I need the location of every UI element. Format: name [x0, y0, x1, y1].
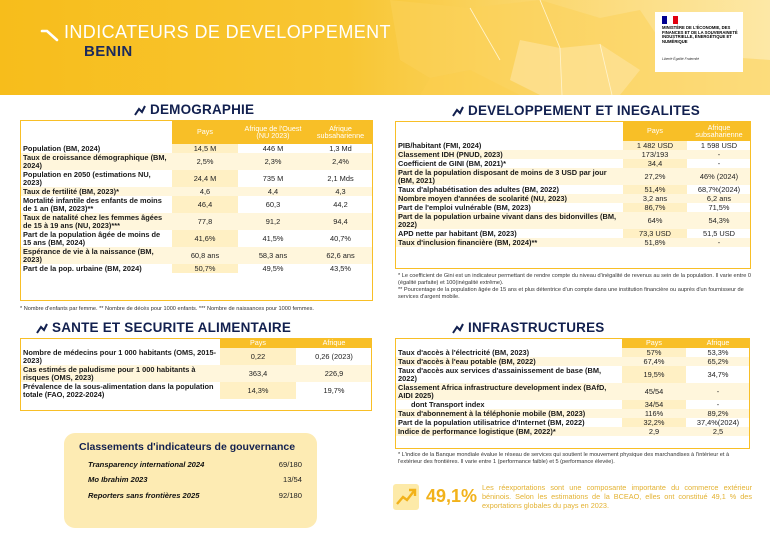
- column-header: Afrique subsaharienne: [308, 120, 373, 144]
- table-row: [395, 418, 750, 427]
- cell-value: 116%: [622, 409, 686, 418]
- cell-value: 19,7%: [323, 385, 345, 395]
- row-label: Taux d'abonnement à la téléphonie mobile (BM, 2023): [395, 409, 622, 418]
- cell-value: 43,5%: [330, 263, 351, 273]
- cell-value: 1 598 USD: [700, 140, 738, 150]
- gouvernance-label: Mo Ibrahim 2023: [88, 475, 148, 484]
- row-label: Taux d'accès à l'électricité (BM, 2023): [398, 347, 530, 357]
- row-label: Indice de performance logistique (BM, 2022)*: [395, 427, 622, 436]
- row-label: Taux d'inclusion financière (BM, 2024)**: [395, 238, 623, 247]
- table-row: [395, 400, 750, 409]
- gouvernance-label: Reporters sans frontières 2025: [88, 491, 200, 500]
- section-title-sante: [36, 320, 291, 335]
- section-title-infrastructures: [452, 320, 605, 335]
- column-header: Afrique subsaharienne: [687, 121, 751, 141]
- cell-value: 34,7%: [707, 369, 729, 379]
- row-label: Part de la pop. urbaine (BM, 2024): [23, 263, 142, 273]
- cell-value: 24,4 M: [172, 170, 238, 187]
- demographie-note: * Nombre d'enfants par femme. ** Nombre de décès pour 1000 enfants. *** Nombre de naissances pour 1000 femmes.: [20, 306, 314, 312]
- cell-value: 60,8 ans: [172, 247, 238, 264]
- cell-value: 49,5%: [262, 263, 284, 273]
- cell-value: 14,3%: [220, 382, 296, 399]
- cell-value: 71,5%: [708, 202, 730, 212]
- table-row: [20, 382, 372, 399]
- gouvernance-row: [88, 460, 302, 471]
- cell-value: 91,2: [238, 213, 308, 230]
- cell-value: 44,2: [333, 199, 348, 209]
- cell-value: -: [716, 399, 720, 409]
- table-row: [20, 144, 373, 153]
- gouvernance-row: [88, 491, 302, 502]
- row-label: Population (BM, 2024): [23, 143, 101, 153]
- country-name: BENIN: [84, 43, 133, 60]
- infrastructures-note: * L'indice de la Banque mondiale évalue le réseau de services qui soutient le mouvement physique des marchandises à l'intérieur et à l'extérieur des frontières. Il varie entre 1 (performance faible) et 5 (performance élevée).: [398, 452, 730, 465]
- table-row: [395, 383, 750, 400]
- note-inclusion: ** Pourcentage de la population âgée de 15 ans et plus détentrice d'un compte dans une institution financière ou auprès d'un fournisseur de services d'argent mobile.: [398, 287, 744, 300]
- section-title-text: DEVELOPPEMENT ET INEGALITES: [468, 103, 700, 118]
- header-banner: [0, 0, 770, 95]
- cell-value: 62,6 ans: [308, 247, 373, 264]
- ministry-name: MINISTÈRE DE L'ÉCONOMIE, DES FINANCES ET DE LA SOUVERAINETÉ INDUSTRIELLE, ÉNERGÉTIQUE ET NUMÉRIQUE: [662, 25, 738, 44]
- table-row: [20, 153, 373, 170]
- export-text: Les réexportations sont une composante importante du commerce extérieur béninois. Selon les estimations de la BCEAO, elles ont constitué 49,1 % des exportations globales du pays en 2023.: [482, 483, 752, 510]
- table-row: [395, 427, 750, 436]
- table-row: [20, 187, 373, 196]
- cell-value: 46% (2024): [687, 168, 751, 185]
- table-row: [20, 348, 372, 365]
- export-share-value: 49,1%: [426, 486, 478, 506]
- cell-value: -: [686, 383, 750, 400]
- row-label: Cas estimés de paludisme pour 1 000 habitants à risques (OMS, 2023): [20, 365, 220, 382]
- cell-value: 2,5: [686, 427, 750, 436]
- section-title-developpement: [452, 103, 700, 118]
- cell-value: 2,9: [622, 427, 686, 436]
- row-label: Espérance de vie à la naissance (BM, 2023): [20, 247, 172, 264]
- row-label: APD nette par habitant (BM, 2023): [398, 228, 517, 238]
- cell-value: 6,2 ans: [687, 194, 751, 203]
- column-header: Pays: [622, 338, 686, 348]
- row-label: Population en 2050 (estimations NU, 2023): [23, 169, 151, 187]
- section-icon: [36, 322, 48, 334]
- row-label: Nombre moyen d'années de scolarité (NU, 2023): [395, 194, 623, 203]
- table-row: [395, 185, 751, 194]
- row-label: Taux de croissance démographique (BM, 2024): [20, 153, 172, 170]
- table-row: [395, 150, 751, 159]
- page-title: INDICATEURS DE DEVELOPPEMENT: [64, 22, 391, 42]
- demographie-table: [20, 120, 373, 273]
- marianne-icon: [662, 16, 678, 24]
- cell-value: 2,3%: [238, 153, 308, 170]
- table-row: [20, 170, 373, 187]
- row-label: Part de la population disposant de moins de 3 USD par jour (BM, 2021): [395, 168, 623, 185]
- section-title-text: INFRASTRUCTURES: [468, 320, 605, 335]
- gouvernance-box: [64, 433, 317, 528]
- sante-table: [20, 338, 372, 399]
- cell-value: 54,3%: [687, 212, 751, 229]
- republic-motto: Liberté Égalité Fraternité: [662, 57, 700, 61]
- table-row: [395, 159, 751, 168]
- gouvernance-label: Transparency international 2024: [88, 460, 205, 469]
- column-header: Afrique: [296, 338, 372, 348]
- row-label: Part de la population âgée de moins de 15 ans (BM, 2024): [23, 229, 161, 247]
- cell-value: 34,4: [623, 159, 687, 168]
- cell-value: 73,3 USD: [623, 229, 687, 238]
- cell-value: 0,22: [220, 348, 296, 365]
- row-label: Coefficient de GINI (BM, 2021)*: [398, 158, 507, 168]
- gouvernance-value: 13/54: [282, 475, 302, 484]
- table-row: [395, 357, 750, 366]
- table-row: [395, 238, 751, 247]
- section-icon: [452, 322, 464, 334]
- cell-value: 65,2%: [686, 357, 750, 366]
- table-row: [20, 247, 373, 264]
- arrow-icon: [40, 28, 60, 42]
- table-row: [395, 212, 751, 229]
- table-row: [395, 366, 750, 383]
- cell-value: 94,4: [308, 213, 373, 230]
- cell-value: 1,3 Md: [329, 143, 352, 153]
- cell-value: 51,5 USD: [702, 228, 736, 238]
- column-header: Pays: [172, 120, 238, 144]
- gouvernance-value: 69/180: [278, 460, 302, 469]
- table-row: [20, 365, 372, 382]
- cell-value: 51,4%: [623, 185, 687, 194]
- cell-value: 14,5 M: [172, 144, 238, 153]
- row-label: Part de la population urbaine vivant dans des bidonvilles (BM, 2022): [395, 212, 623, 229]
- row-label: Taux d'alphabétisation des adultes (BM, 2022): [398, 184, 559, 194]
- cell-value: 34/54: [622, 400, 686, 409]
- cell-value: 735 M: [262, 173, 284, 183]
- row-label: Taux de natalité chez les femmes âgées de 15 à 19 ans (NU, 2023)***: [20, 213, 172, 230]
- cell-value: 0,26 (2023): [315, 351, 353, 361]
- table-row: [395, 229, 751, 238]
- section-title-text: DEMOGRAPHIE: [150, 102, 255, 117]
- table-row: [395, 141, 751, 150]
- section-icon: [134, 104, 146, 116]
- cell-value: -: [687, 150, 751, 159]
- column-header: Afrique de l'Ouest (NU 2023): [238, 120, 308, 144]
- row-label: Part de l'emploi vulnérable (BM, 2023): [398, 202, 531, 212]
- cell-value: 4,6: [172, 187, 238, 196]
- row-label: Mortalité infantile des enfants de moins de 1 an (BM, 2023)**: [23, 195, 162, 213]
- cell-value: 2,5%: [172, 153, 238, 170]
- cell-value: 58,3 ans: [238, 247, 308, 264]
- cell-value: 32,2%: [622, 418, 686, 427]
- column-header: Pays: [623, 121, 687, 141]
- cell-value: 41,5%: [262, 233, 284, 243]
- section-title-demographie: [134, 102, 254, 117]
- cell-value: 4,4: [238, 187, 308, 196]
- developpement-notes: [398, 273, 753, 301]
- table-row: [395, 203, 751, 212]
- row-label: Prévalence de la sous-alimentation dans la population totale (FAO, 2022-2024): [23, 381, 214, 399]
- developpement-table: [395, 121, 751, 247]
- cell-value: 64%: [623, 212, 687, 229]
- cell-value: 67,4%: [622, 357, 686, 366]
- cell-value: 3,2 ans: [623, 194, 687, 203]
- table-row: [395, 168, 751, 185]
- trend-up-icon: [393, 484, 419, 510]
- cell-value: 50,7%: [172, 264, 238, 273]
- table-row: [395, 348, 750, 357]
- cell-value: 226,9: [296, 365, 372, 382]
- table-row: [395, 194, 751, 203]
- row-label: Part de la population utilisatrice d'Internet (BM, 2022): [398, 417, 585, 427]
- table-row: [395, 409, 750, 418]
- cell-value: 86,7%: [623, 203, 687, 212]
- cell-value: 60,3: [265, 199, 281, 209]
- cell-value: 46,4: [172, 196, 238, 213]
- table-row: [20, 213, 373, 230]
- row-label: Classement Africa infrastructure development index (BAfD, AIDI 2025): [395, 383, 622, 400]
- table-row: [20, 230, 373, 247]
- table-row: [20, 196, 373, 213]
- cell-value: 1 482 USD: [623, 141, 687, 150]
- cell-value: 446 M: [262, 143, 284, 153]
- cell-value: 2,4%: [308, 153, 373, 170]
- row-label: Taux de fertilité (BM, 2023)*: [20, 187, 172, 196]
- gouvernance-value: 92/180: [278, 491, 302, 500]
- column-header: Pays: [220, 338, 296, 348]
- trend-box: [393, 484, 419, 510]
- row-label: dont Transport index: [411, 399, 485, 409]
- cell-value: 40,7%: [330, 233, 351, 243]
- gouvernance-row: [88, 475, 302, 486]
- cell-value: 41,6%: [172, 230, 238, 247]
- cell-value: -: [687, 238, 751, 247]
- row-label: Classement IDH (PNUD, 2023): [395, 150, 623, 159]
- section-icon: [452, 105, 464, 117]
- table-row: [20, 264, 373, 273]
- row-label: Taux d'accès à l'eau potable (BM, 2022): [395, 357, 622, 366]
- note-gini: * Le coefficient de Gini est un indicateur permettant de rendre compte du niveau d'inégalité de revenus au sein de la population. Il varie entre 0 (égalité parfaite) et 100(inégalité extrême).: [398, 273, 751, 286]
- cell-value: 19,5%: [622, 366, 686, 383]
- cell-value: 51,8%: [623, 238, 687, 247]
- cell-value: 4,3: [308, 187, 373, 196]
- infrastructures-table: [395, 338, 750, 436]
- cell-value: 68,7%(2024): [697, 184, 741, 194]
- row-label: Taux d'accès aux services d'assainissement de base (BM, 2022): [398, 365, 602, 383]
- cell-value: 37,4%(2024): [696, 417, 740, 427]
- cell-value: 27,2%: [623, 168, 687, 185]
- cell-value: 363,4: [220, 365, 296, 382]
- cell-value: 89,2%: [686, 409, 750, 418]
- cell-value: 57%: [622, 348, 686, 357]
- section-title-text: SANTE ET SECURITE ALIMENTAIRE: [52, 320, 292, 335]
- gouvernance-title: Classements d'indicateurs de gouvernance: [79, 441, 296, 453]
- cell-value: 77,8: [172, 213, 238, 230]
- row-label: Nombre de médecins pour 1 000 habitants (OMS, 2015-2023): [23, 347, 217, 365]
- column-header: Afrique: [686, 338, 750, 348]
- ministry-logo: [655, 12, 743, 72]
- cell-value: 2,1 Mds: [327, 173, 354, 183]
- cell-value: 53,3%: [707, 347, 729, 357]
- cell-value: 45/54: [622, 383, 686, 400]
- row-label: PIB/habitant (FMI, 2024): [398, 140, 482, 150]
- cell-value: 173/193: [623, 150, 687, 159]
- cell-value: -: [717, 158, 721, 168]
